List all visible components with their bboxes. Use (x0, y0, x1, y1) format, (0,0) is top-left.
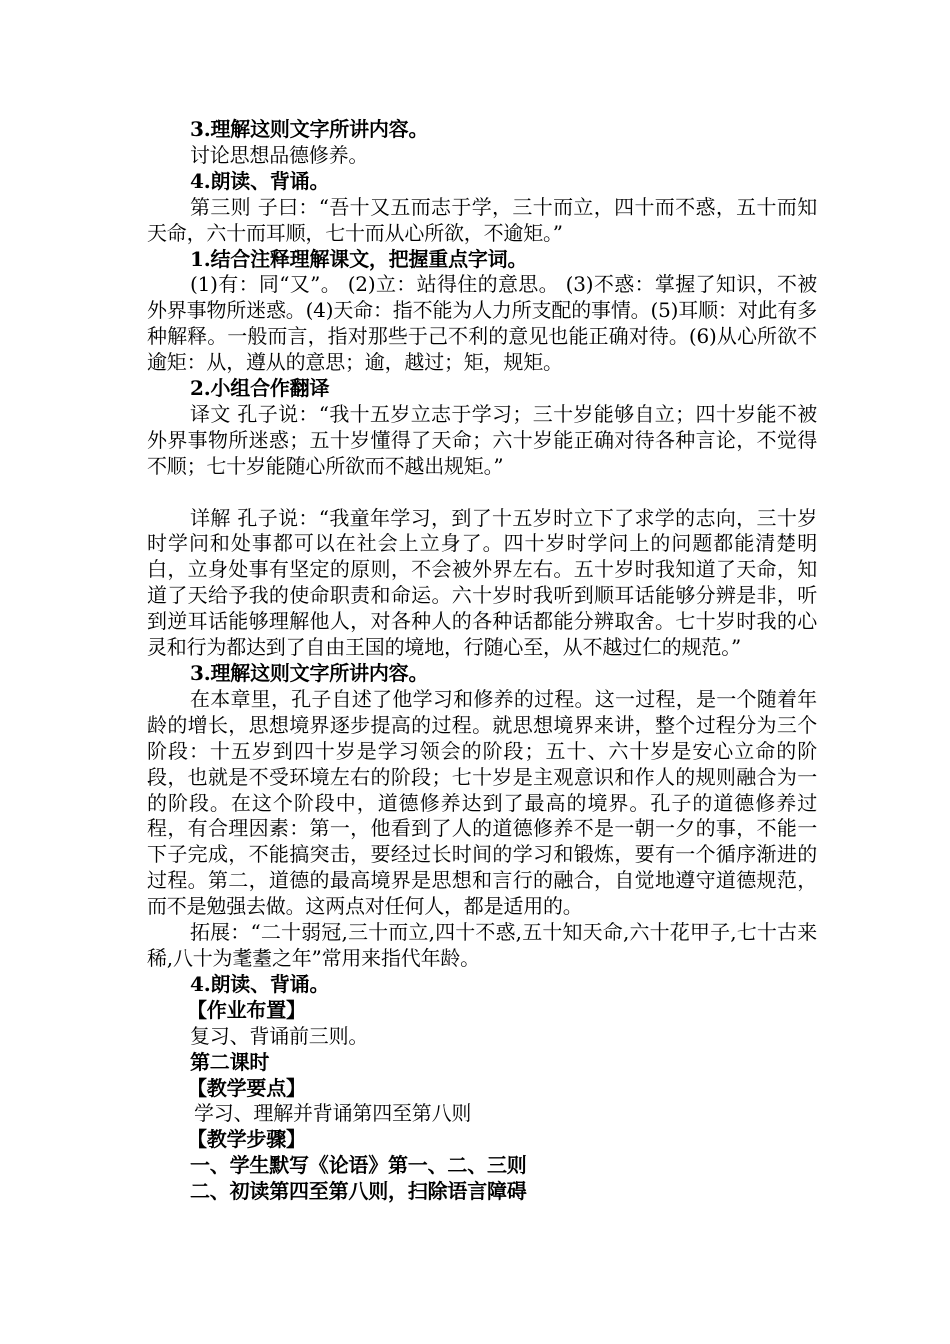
section-heading-understand-2: 3.理解这则文字所讲内容。 (190, 661, 429, 686)
heading-teaching-steps: 【教学步骤】 (187, 1127, 306, 1152)
document-body (147, 117, 817, 1205)
step-two: 二、初读第四至第八则，扫除语言障碍 (190, 1179, 527, 1204)
heading-homework: 【作业布置】 (187, 997, 306, 1022)
section-heading-annotations: 1.结合注释理解课文，把握重点字词。 (190, 246, 528, 271)
paragraph-homework: 复习、背诵前三则。 (190, 1023, 369, 1048)
section-heading-translate: 2.小组合作翻译 (190, 376, 330, 401)
paragraph-key-points: 学习、理解并背诵第四至第八则 (194, 1101, 472, 1126)
paragraph-annotations: (1)有：同“又”。 (2)立：站得住的意思。 (3)不惑：掌握了知识，不被外界事物所迷惑。(4)天命：指不能为人力所支配的事情。(5)耳顺：对此有多种解释。一般而言，指对那些于己不利的意见也能正确对待。(6)从心所欲不逾矩：从，遵从的意思；逾，越过；矩，规矩。 (147, 272, 817, 375)
section-heading-understand: 3.理解这则文字所讲内容。 (190, 117, 429, 141)
heading-second-lesson: 第二课时 (190, 1049, 270, 1074)
section-heading-recite: 4.朗读、背诵。 (190, 168, 330, 193)
paragraph-analysis: 在本章里，孔子自述了他学习和修养的过程。这一过程，是一个随着年龄的增长，思想境界逐步提高的过程。就思想境界来讲，整个过程分为三个阶段：十五岁到四十岁是学习领会的阶段；五十、六十岁是安心立命的阶段，也就是不受环境左右的阶段；七十岁是主观意识和作人的规则融合为一的阶段。在这个阶段中，道德修养达到了最高的境界。孔子的道德修养过程，有合理因素：第一，他看到了人的道德修养不是一朝一夕的事，不能一下子完成，不能搞突击，要经过长时间的学习和锻炼，要有一个循序渐进的过程。第二，道德的最高境界是思想和言行的融合，自觉地遵守道德规范，而不是勉强去做。这两点对任何人，都是适用的。 (147, 686, 817, 919)
paragraph-third-passage: 第三则 子曰：“吾十又五而志于学，三十而立，四十而不惑，五十而知天命，六十而耳顺，七十而从心所欲，不逾矩。” (147, 194, 817, 245)
paragraph-translation: 译文 孔子说：“我十五岁立志于学习；三十岁能够自立；四十岁能不被外界事物所迷惑；五十岁懂得了天命；六十岁能正确对待各种言论，不觉得不顺；七十岁能随心所欲而不越出规矩。” (147, 401, 817, 478)
blank-line (147, 480, 817, 506)
heading-key-points: 【教学要点】 (187, 1075, 306, 1100)
section-heading-recite-2: 4.朗读、背诵。 (190, 971, 330, 996)
step-one: 一、学生默写《论语》第一、二、三则 (190, 1153, 527, 1178)
paragraph-extension: 拓展：“二十弱冠,三十而立,四十不惑,五十知天命,六十花甲子,七十古来稀,八十为耄耋之年”常用来指代年龄。 (147, 920, 817, 970)
paragraph-detailed-explanation: 详解 孔子说：“我童年学习，到了十五岁时立下了求学的志向，三十岁时学问和处事都可以在社会上立身了。四十岁时学问上的问题都能清楚明白，立身处事有坚定的原则，不会被外界左右。五十岁时我知道了天命，知道了天给予我的使命职责和命运。六十岁时我听到顺耳话能够分辨是非，听到逆耳话能够理解他人，对各种人的各种话都能分辨取舍。七十岁时我的心灵和行为都达到了自由王国的境地，行随心至，从不越过仁的规范。” (147, 505, 817, 660)
paragraph-discussion: 讨论思想品德修养。 (190, 142, 369, 167)
